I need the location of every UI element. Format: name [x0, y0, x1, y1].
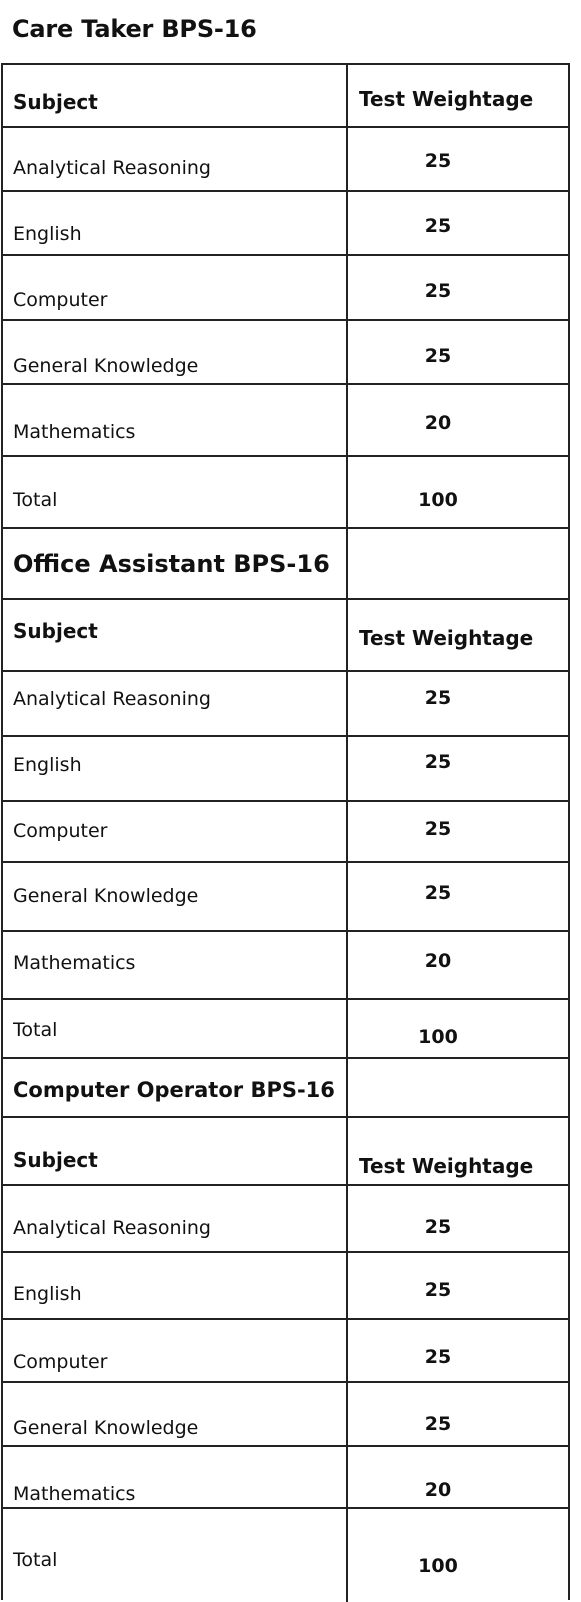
- table-row: [3, 932, 568, 1000]
- weightage-cell: 25: [424, 215, 452, 237]
- subject-cell: Computer: [13, 289, 108, 311]
- weightage-cell: 25: [424, 751, 452, 773]
- weightage-cell: 20: [424, 950, 452, 972]
- table-row: [3, 737, 568, 802]
- subject-cell: Analytical Reasoning: [13, 688, 211, 710]
- column-divider: [346, 1059, 348, 1116]
- subject-cell: Computer: [13, 820, 108, 842]
- subject-cell: Analytical Reasoning: [13, 1217, 211, 1239]
- subject-cell: Mathematics: [13, 952, 136, 974]
- table-header-row: [3, 65, 568, 128]
- table-row: [3, 256, 568, 321]
- weightage-cell: 25: [424, 1216, 452, 1238]
- subject-cell: Computer: [13, 1351, 108, 1373]
- weightage-cell: 25: [424, 1279, 452, 1301]
- table-row: [3, 1320, 568, 1383]
- table-row: [3, 385, 568, 457]
- section-title: Office Assistant BPS-16: [13, 550, 330, 578]
- weightage-cell: 25: [424, 345, 452, 367]
- weightage-cell: 100: [418, 489, 458, 511]
- subject-cell: English: [13, 754, 82, 776]
- weightage-header: Test Weightage: [359, 1154, 534, 1178]
- column-divider: [346, 1383, 348, 1445]
- table-row: [3, 128, 568, 192]
- weightage-cell: 100: [418, 1026, 458, 1048]
- weightage-cell: 20: [424, 412, 452, 434]
- weightage-cell: 100: [418, 1555, 458, 1577]
- table-row: [3, 863, 568, 932]
- page-title: Care Taker BPS-16: [12, 15, 257, 43]
- subject-cell: General Knowledge: [13, 885, 199, 907]
- subject-header: Subject: [13, 90, 98, 114]
- table-row-total: [3, 457, 568, 529]
- column-divider: [346, 1509, 348, 1602]
- column-divider: [346, 1118, 348, 1184]
- subject-cell: English: [13, 1283, 82, 1305]
- weightage-cell: 20: [424, 1479, 452, 1501]
- subject-cell: General Knowledge: [13, 1417, 199, 1439]
- column-divider: [346, 65, 348, 126]
- weightage-table: [1, 63, 570, 1600]
- table-row: [3, 1186, 568, 1253]
- table-row: [3, 672, 568, 737]
- weightage-cell: 25: [424, 687, 452, 709]
- weightage-cell: 25: [424, 150, 452, 172]
- weightage-cell: 25: [424, 1346, 452, 1368]
- subject-cell: Total: [13, 1549, 58, 1571]
- subject-cell: Total: [13, 489, 58, 511]
- table-header-row: [3, 1118, 568, 1186]
- subject-header: Subject: [13, 1148, 98, 1172]
- table-row: [3, 1253, 568, 1320]
- section-title-row: [3, 529, 568, 600]
- weightage-cell: 25: [424, 1413, 452, 1435]
- column-divider: [346, 529, 348, 598]
- table-row-total: [3, 1000, 568, 1059]
- subject-cell: English: [13, 223, 82, 245]
- subject-cell: Mathematics: [13, 421, 136, 443]
- subject-cell: Analytical Reasoning: [13, 157, 211, 179]
- table-row: [3, 321, 568, 385]
- section-title: Computer Operator BPS-16: [13, 1078, 335, 1102]
- subject-cell: Total: [13, 1019, 58, 1041]
- weightage-cell: 25: [424, 280, 452, 302]
- weightage-cell: 25: [424, 882, 452, 904]
- table-row-total: [3, 1509, 568, 1602]
- section-title-row: [3, 1059, 568, 1118]
- table-row: [3, 192, 568, 256]
- subject-cell: Mathematics: [13, 1483, 136, 1505]
- weightage-cell: 25: [424, 818, 452, 840]
- weightage-header: Test Weightage: [359, 626, 534, 650]
- table-row: [3, 1447, 568, 1509]
- column-divider: [346, 600, 348, 670]
- subject-cell: General Knowledge: [13, 355, 199, 377]
- weightage-header: Test Weightage: [359, 87, 534, 111]
- table-header-row: [3, 600, 568, 672]
- table-row: [3, 802, 568, 863]
- table-row: [3, 1383, 568, 1447]
- subject-header: Subject: [13, 619, 98, 643]
